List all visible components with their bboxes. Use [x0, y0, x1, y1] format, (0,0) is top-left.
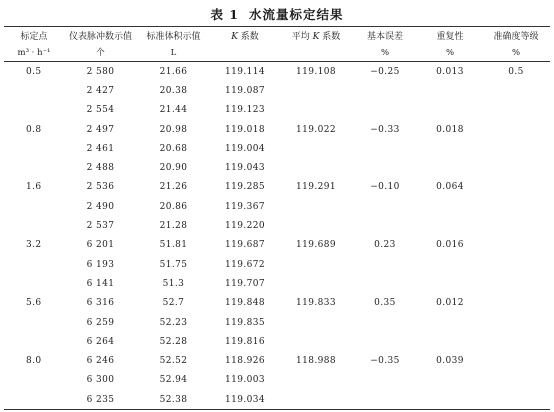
cell-pulse-count: 2 427	[86, 85, 115, 96]
header-k-symbol: K	[231, 32, 238, 42]
cell-k-factor: 119.114	[224, 66, 266, 77]
table-row	[4, 62, 550, 82]
cell-average-k-factor	[280, 81, 352, 100]
cell-calibration-point: 1.6	[26, 182, 42, 193]
unit-pulse-count: 个	[64, 45, 137, 62]
table-row	[4, 313, 550, 332]
cell-average-k-factor: 118.988	[295, 356, 337, 367]
table-row	[4, 216, 550, 235]
table-title: 水流量标定结果	[249, 7, 344, 22]
unit-flow-rate: m³ · h⁻¹	[4, 45, 64, 62]
cell-standard-volume: 20.98	[159, 124, 188, 135]
cell-average-k-factor	[280, 139, 352, 158]
cell-pulse-count: 6 201	[86, 240, 115, 251]
table-row	[4, 274, 550, 293]
cell-calibration-point	[4, 158, 64, 177]
cell-accuracy-class	[482, 371, 550, 390]
cell-k-factor: 119.835	[224, 317, 266, 328]
table-caption	[0, 5, 554, 23]
cell-repeatability	[418, 139, 482, 158]
cell-average-k-factor	[280, 255, 352, 274]
cell-repeatability	[418, 390, 482, 410]
cell-accuracy-class	[482, 351, 550, 370]
cell-repeatability	[418, 371, 482, 390]
cell-pulse-count: 6 316	[86, 298, 115, 309]
unit-accuracy: %	[482, 45, 550, 62]
cell-calibration-point: 0.8	[26, 124, 42, 135]
cell-calibration-point	[4, 313, 64, 332]
cell-standard-volume: 20.86	[159, 201, 188, 212]
cell-pulse-count: 2 537	[86, 221, 115, 232]
cell-repeatability: 0.018	[436, 124, 464, 135]
table-row	[4, 332, 550, 351]
cell-repeatability: 0.039	[436, 356, 464, 367]
header-accuracy-class: 准确度等级	[482, 27, 550, 46]
unit-average-k	[280, 45, 352, 62]
cell-k-factor: 119.087	[224, 85, 266, 96]
cell-standard-volume: 51.81	[159, 240, 188, 251]
cell-standard-volume: 52.23	[159, 317, 188, 328]
cell-calibration-point	[4, 390, 64, 410]
cell-pulse-count: 6 246	[86, 356, 115, 367]
header-row-labels	[4, 27, 550, 46]
cell-standard-volume: 20.90	[159, 163, 188, 174]
cell-standard-volume: 52.94	[159, 375, 188, 386]
header-row-units	[4, 45, 550, 62]
cell-average-k-factor	[280, 101, 352, 120]
cell-average-k-factor	[280, 274, 352, 293]
header-basic-error: 基本误差	[352, 27, 418, 46]
cell-k-factor: 119.003	[224, 375, 266, 386]
cell-average-k-factor	[280, 313, 352, 332]
cell-average-k-factor: 119.108	[295, 66, 337, 77]
cell-average-k-factor	[280, 332, 352, 351]
cell-standard-volume: 52.28	[159, 336, 188, 347]
cell-accuracy-class	[482, 139, 550, 158]
cell-pulse-count: 6 141	[86, 278, 115, 289]
cell-standard-volume: 52.7	[162, 298, 185, 309]
cell-average-k-factor	[280, 197, 352, 216]
cell-accuracy-class	[482, 255, 550, 274]
cell-pulse-count: 6 300	[86, 375, 115, 386]
unit-error: %	[352, 45, 418, 62]
cell-pulse-count: 2 580	[86, 66, 115, 77]
cell-calibration-point	[4, 216, 64, 235]
cell-repeatability	[418, 332, 482, 351]
cell-repeatability	[418, 255, 482, 274]
cell-basic-error	[352, 313, 418, 332]
header-k-factor: K 系数	[210, 27, 280, 46]
table-row	[4, 158, 550, 177]
cell-standard-volume: 21.44	[159, 105, 188, 116]
table-row	[4, 81, 550, 100]
cell-average-k-factor	[280, 390, 352, 410]
cell-standard-volume: 20.68	[159, 143, 188, 154]
cell-pulse-count: 6 264	[86, 336, 115, 347]
cell-basic-error: −0.10	[370, 182, 400, 193]
cell-basic-error	[352, 197, 418, 216]
cell-pulse-count: 2 554	[86, 105, 115, 116]
header-pulse-count: 仪表脉冲数示值	[64, 27, 137, 46]
cell-basic-error: −0.35	[370, 356, 400, 367]
header-repeatability: 重复性	[418, 27, 482, 46]
cell-k-factor: 119.816	[224, 336, 266, 347]
cell-pulse-count: 6 235	[64, 390, 137, 410]
cell-basic-error	[352, 216, 418, 235]
cell-accuracy-class	[482, 390, 550, 410]
cell-calibration-point: 8.0	[26, 356, 42, 367]
cell-k-factor: 119.004	[224, 143, 266, 154]
cell-k-factor: 119.220	[224, 221, 266, 232]
cell-average-k-factor	[280, 216, 352, 235]
cell-calibration-point	[4, 139, 64, 158]
cell-repeatability	[418, 101, 482, 120]
cell-basic-error	[352, 158, 418, 177]
table-row	[4, 101, 550, 120]
cell-standard-volume: 52.52	[159, 356, 188, 367]
cell-k-factor: 119.043	[224, 163, 266, 174]
unit-repeatability: %	[418, 45, 482, 62]
cell-basic-error	[352, 255, 418, 274]
cell-repeatability	[418, 216, 482, 235]
cell-repeatability: 0.016	[436, 240, 464, 251]
cell-average-k-factor: 119.291	[295, 182, 337, 193]
cell-k-factor: 119.018	[224, 124, 266, 135]
cell-basic-error	[352, 274, 418, 293]
cell-calibration-point: 5.6	[26, 298, 42, 309]
cell-accuracy-class	[482, 294, 550, 313]
cell-repeatability	[418, 197, 482, 216]
cell-calibration-point	[4, 197, 64, 216]
cell-pulse-count: 2 536	[86, 182, 115, 193]
table-row	[4, 390, 550, 410]
cell-pulse-count: 2 490	[86, 201, 115, 212]
cell-basic-error: −0.25	[370, 66, 400, 77]
cell-k-factor: 119.707	[224, 278, 266, 289]
header-standard-volume: 标准体积示值	[137, 27, 210, 46]
cell-basic-error: 0.23	[374, 240, 396, 251]
cell-basic-error	[352, 139, 418, 158]
cell-pulse-count: 6 193	[86, 259, 115, 270]
cell-k-factor: 119.367	[224, 201, 266, 212]
cell-basic-error	[352, 81, 418, 100]
cell-calibration-point	[4, 371, 64, 390]
cell-repeatability	[418, 313, 482, 332]
table-row	[4, 255, 550, 274]
cell-k-factor: 119.123	[224, 105, 266, 116]
cell-accuracy-class	[482, 158, 550, 177]
unit-volume: L	[137, 45, 210, 62]
cell-k-factor: 119.034	[210, 390, 280, 410]
cell-accuracy-class	[482, 197, 550, 216]
cell-basic-error	[352, 390, 418, 410]
cell-basic-error	[352, 371, 418, 390]
cell-k-factor: 119.672	[224, 259, 266, 270]
cell-calibration-point	[4, 332, 64, 351]
cell-pulse-count: 6 259	[86, 317, 115, 328]
cell-calibration-point	[4, 274, 64, 293]
cell-accuracy-class	[482, 216, 550, 235]
cell-average-k-factor: 119.022	[295, 124, 337, 135]
calibration-table	[4, 26, 550, 410]
table-row	[4, 351, 550, 370]
cell-standard-volume: 52.38	[137, 390, 210, 410]
cell-basic-error: 0.35	[374, 298, 396, 309]
table-row	[4, 371, 550, 390]
cell-basic-error	[352, 332, 418, 351]
cell-pulse-count: 2 461	[86, 143, 115, 154]
cell-accuracy-class	[482, 236, 550, 255]
cell-accuracy-class	[482, 101, 550, 120]
cell-calibration-point	[4, 255, 64, 274]
header-average-k-factor: 平均 K 系数	[280, 27, 352, 46]
cell-standard-volume: 51.3	[162, 278, 185, 289]
cell-basic-error	[352, 101, 418, 120]
cell-basic-error: −0.33	[370, 124, 400, 135]
table-row	[4, 120, 550, 139]
cell-accuracy-class	[482, 178, 550, 197]
table-row	[4, 178, 550, 197]
cell-standard-volume: 21.28	[159, 221, 188, 232]
cell-average-k-factor	[280, 158, 352, 177]
cell-standard-volume: 21.26	[159, 182, 188, 193]
cell-accuracy-class	[482, 313, 550, 332]
cell-repeatability: 0.013	[436, 66, 464, 77]
cell-repeatability	[418, 274, 482, 293]
table-row	[4, 139, 550, 158]
cell-calibration-point	[4, 81, 64, 100]
cell-accuracy-class	[482, 81, 550, 100]
cell-repeatability	[418, 158, 482, 177]
table-number: 表 1	[210, 7, 240, 22]
header-calibration-point: 标定点	[4, 27, 64, 46]
cell-average-k-factor	[280, 371, 352, 390]
cell-k-factor: 119.285	[224, 182, 266, 193]
cell-repeatability: 0.012	[436, 298, 464, 309]
table-row	[4, 197, 550, 216]
cell-standard-volume: 21.66	[159, 66, 188, 77]
table-header	[4, 27, 550, 62]
cell-accuracy-class: 0.5	[508, 66, 524, 77]
cell-calibration-point	[4, 101, 64, 120]
cell-calibration-point: 0.5	[26, 66, 42, 77]
unit-k-factor	[210, 45, 280, 62]
cell-calibration-point: 3.2	[26, 240, 42, 251]
table-row	[4, 236, 550, 255]
cell-accuracy-class	[482, 332, 550, 351]
cell-accuracy-class	[482, 274, 550, 293]
table-row	[4, 294, 550, 313]
cell-average-k-factor: 119.833	[295, 298, 337, 309]
cell-k-factor: 119.848	[224, 298, 266, 309]
cell-repeatability	[418, 81, 482, 100]
table-body	[4, 62, 550, 410]
cell-k-factor: 119.687	[224, 240, 266, 251]
cell-repeatability: 0.064	[436, 182, 464, 193]
cell-k-factor: 118.926	[224, 356, 266, 367]
cell-standard-volume: 51.75	[159, 259, 188, 270]
cell-average-k-factor: 119.689	[295, 240, 337, 251]
cell-pulse-count: 2 497	[86, 124, 115, 135]
header-avg-k-symbol: K	[312, 32, 320, 42]
cell-standard-volume: 20.38	[159, 85, 188, 96]
cell-accuracy-class	[482, 120, 550, 139]
cell-pulse-count: 2 488	[86, 163, 115, 174]
